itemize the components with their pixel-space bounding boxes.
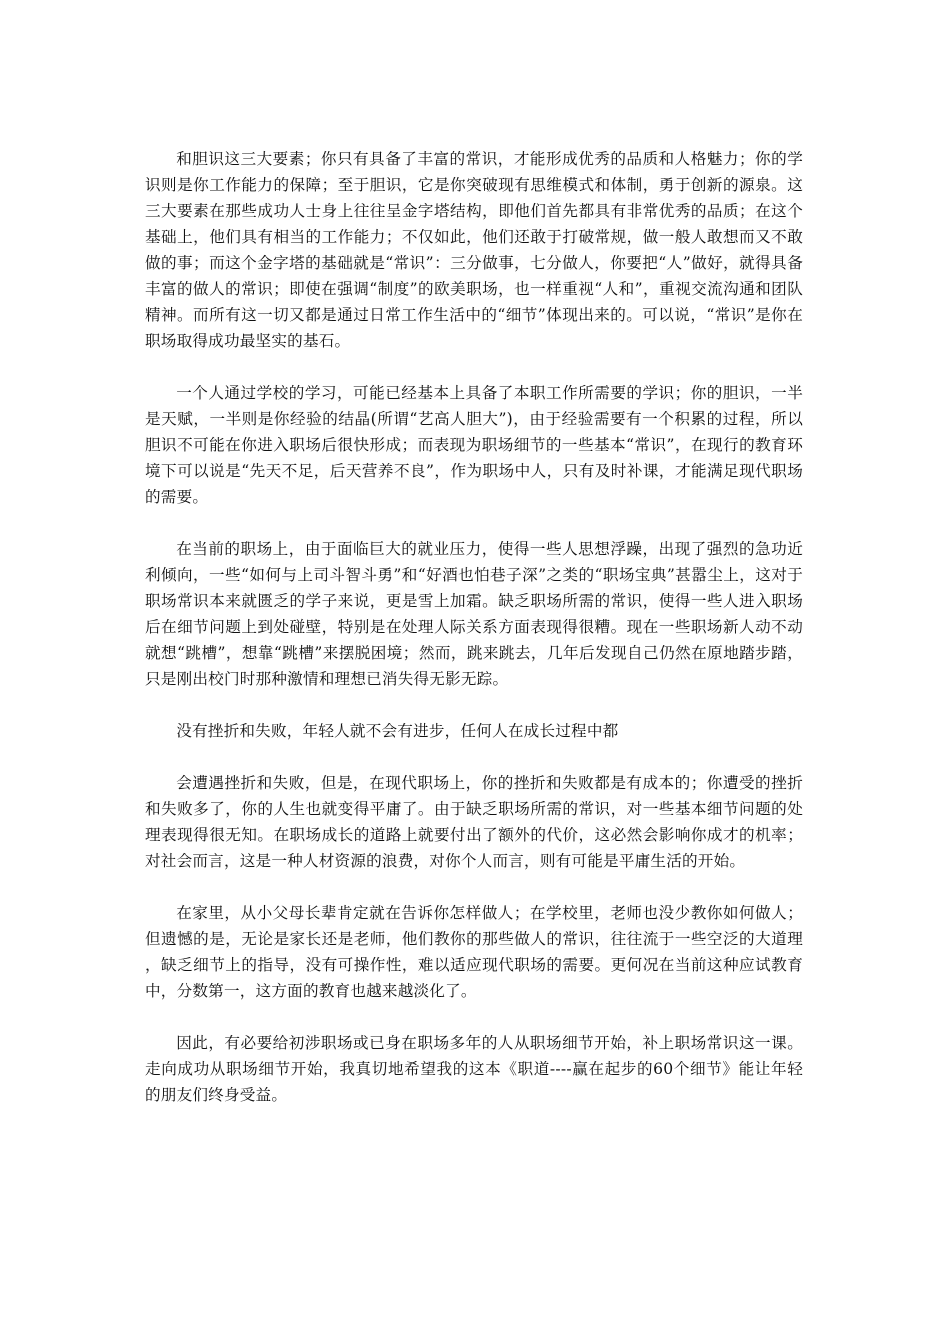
- document-body: [145, 146, 803, 1108]
- paragraph-4: 没有挫折和失败，年轻人就不会有进步，任何人在成长过程中都: [176, 722, 619, 740]
- paragraph-3: 在当前的职场上，由于面临巨大的就业压力，使得一些人思想浮躁，出现了强烈的急功近利倾向，一些“如何与上司斗智斗勇”和“好酒也怕巷子深”之类的“职场宝典”甚嚣尘上，这对于职场常识本来就匮乏的学子来说，更是雪上加霜。缺乏职场所需的常识，使得一些人进入职场后在细节问题上到处碰壁，特别是在处理人际关系方面表现得很糟。现在一些职场新人动不动就想“跳槽”，想靠“跳槽”来摆脱困境；然而，跳来跳去，几年后发现自己仍然在原地踏步踏，只是刚出校门时那种激情和理想已消失得无影无踪。: [145, 540, 803, 688]
- paragraph-2: 一个人通过学校的学习，可能已经基本上具备了本职工作所需要的学识；你的胆识，一半是天赋，一半则是你经验的结晶(所谓“艺高人胆大”)，由于经验需要有一个积累的过程，所以胆识不可能在你进入职场后很快形成；而表现为职场细节的一些基本“常识”，在现行的教育环境下可以说是“先天不足，后天营养不良”，作为职场中人，只有及时补课，才能满足现代职场的需要。: [145, 384, 803, 506]
- paragraph-6: 在家里，从小父母长辈肯定就在告诉你怎样做人；在学校里，老师也没少教你如何做人；但遗憾的是，无论是家长还是老师，他们教你的那些做人的常识，往往流于一些空泛的大道理，缺乏细节上的指导，没有可操作性，难以适应现代职场的需要。更何况在当前这种应试教育中，分数第一，这方面的教育也越来越淡化了。: [145, 904, 803, 1000]
- paragraph-1: 和胆识这三大要素；你只有具备了丰富的常识，才能形成优秀的品质和人格魅力；你的学识则是你工作能力的保障；至于胆识，它是你突破现有思维模式和体制，勇于创新的源泉。这三大要素在那些成功人士身上往往呈金字塔结构，即他们首先都具有非常优秀的品质；在这个基础上，他们具有相当的工作能力；不仅如此，他们还敢于打破常规，做一般人敢想而又不敢做的事；而这个金字塔的基础就是“常识”：三分做事，七分做人，你要把“人”做好，就得具备丰富的做人的常识；即使在强调“制度”的欧美职场，也一样重视“人和”，重视交流沟通和团队精神。而所有这一切又都是通过日常工作生活中的“细节”体现出来的。可以说，“常识”是你在职场取得成功最坚实的基石。: [145, 150, 803, 350]
- paragraph-5: 会遭遇挫折和失败，但是，在现代职场上，你的挫折和失败都是有成本的；你遭受的挫折和失败多了，你的人生也就变得平庸了。由于缺乏职场所需的常识，对一些基本细节问题的处理表现得很无知。在职场成长的道路上就要付出了额外的代价，这必然会影响你成才的机率；对社会而言，这是一种人材资源的浪费，对你个人而言，则有可能是平庸生活的开始。: [145, 774, 803, 870]
- paragraph-7: 因此，有必要给初涉职场或已身在职场多年的人从职场细节开始，补上职场常识这一课。走向成功从职场细节开始，我真切地希望我的这本《职道----赢在起步的60个细节》能让年轻的朋友们终身受益。: [145, 1034, 803, 1104]
